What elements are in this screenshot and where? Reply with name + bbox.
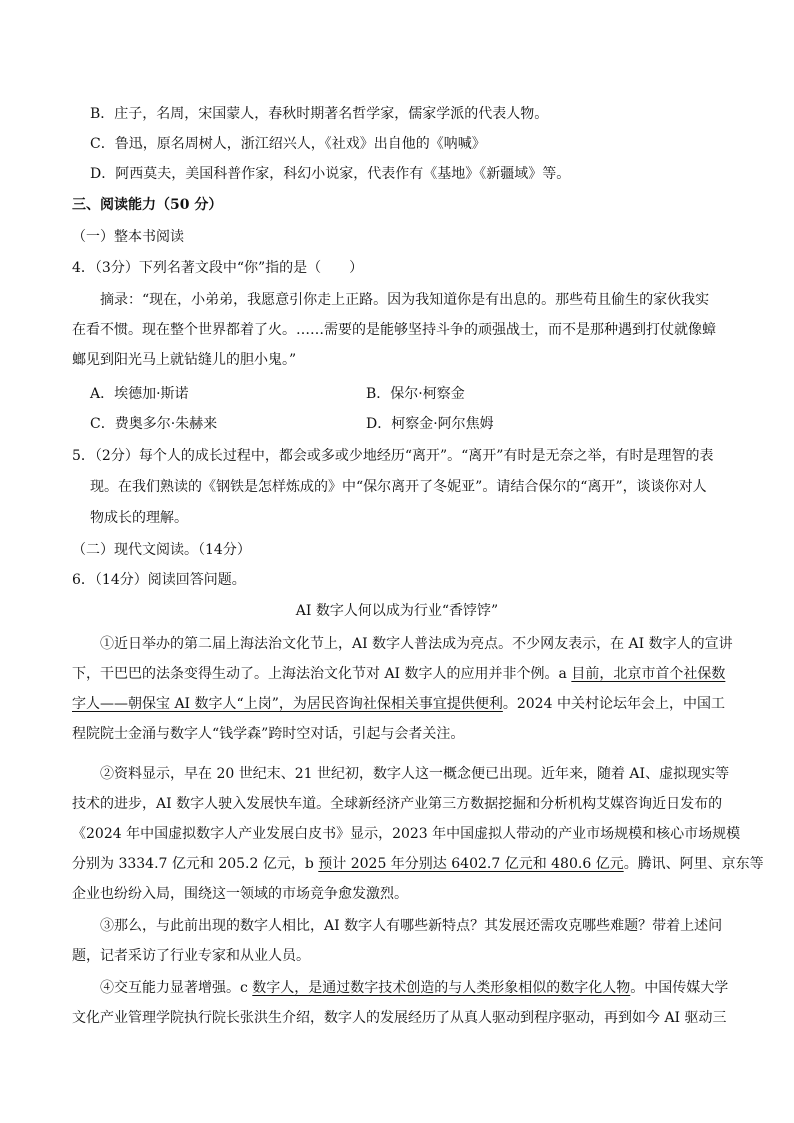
option-d: D．阿西莫夫，美国科普作家，科幻小说家，代表作有《基地》《新疆域》等。	[90, 166, 571, 182]
answer-option-d: D．柯察金·阿尔焦姆	[366, 416, 494, 432]
text: 。2024 中关村论坛年会上，中国工	[502, 696, 725, 712]
paragraph-line: 技术的进步，AI 数字人驶入发展快车道。全球新经济产业第三方数据挖掘和分析机构艾媒咨询近日发布的	[72, 796, 723, 812]
answer-option-b: B．保尔·柯察金	[366, 386, 465, 402]
article-title: AI 数字人何以成为行业“香饽饽”	[295, 603, 499, 619]
paragraph-line: 文化产业管理学院执行院长张洪生介绍，数字人的发展经历了从真人驱动到程序驱动，再到如今 AI 驱动三	[72, 1010, 727, 1026]
answer-row	[90, 384, 690, 404]
question-5-cont: 物成长的理解。	[90, 510, 188, 526]
excerpt-line: 螂见到阳光马上就钻缝儿的胆小鬼。”	[72, 352, 297, 368]
question-5-cont: 现。在我们熟读的《钢铁是怎样炼成的》中“保尔离开了冬妮亚”。请结合保尔的“离开”，谈谈你对人	[90, 479, 707, 495]
paragraph-line: ②资料显示，早在 20 世纪末、21 世纪初，数字人这一概念便已出现。近年来，随着 AI、虚拟现实等	[100, 766, 730, 782]
answer-row	[90, 414, 690, 434]
question-6: 6．（14分）阅读回答问题。	[72, 572, 246, 588]
section-heading: 三、阅读能力（50 分）	[72, 197, 223, 213]
answer-option-a: A．埃德加·斯诺	[90, 386, 189, 402]
text: 下，干巴巴的法条变得生动了。上海法治文化节对 AI 数字人的应用并非个例。a	[72, 666, 572, 682]
paragraph-line: 企业也纷纷入局，围绕这一领域的市场竞争愈发激烈。	[72, 886, 408, 902]
question-5: 5．（2分）每个人的成长过程中，都会或多或少地经历“离开”。“离开”有时是无奈之举，有时是理智的表	[72, 448, 714, 464]
option-c: C．鲁迅，原名周树人，浙江绍兴人，《社戏》出自他的《呐喊》	[90, 136, 486, 152]
text: ④交互能力显著增强。c	[100, 980, 253, 996]
excerpt-line: 摘录：“现在，小弟弟，我愿意引你走上正路。因为我知道你是有出息的。那些苟且偷生的家伙我实	[100, 292, 710, 308]
underlined-sentence-a: 目前，北京市首个社保数	[571, 666, 726, 682]
answer-option-c: C．费奥多尔·朱赫来	[90, 416, 218, 432]
paragraph-line	[72, 664, 725, 684]
underlined-sentence-b: 预计 2025 年分别达 6402.7 亿元和 480.6 亿元	[318, 856, 624, 872]
subsection-heading: （一）整本书阅读	[72, 229, 184, 245]
paragraph-line	[72, 854, 764, 874]
question-4: 4．（3分）下列名著文段中“你”指的是（ ）	[72, 260, 364, 276]
excerpt-line: 在看不惯。现在整个世界都着了火。……需要的是能够坚持斗争的顽强战士，而不是那种遇到打仗就像蟑	[72, 322, 716, 338]
text: 分别为 3334.7 亿元和 205.2 亿元，b	[72, 856, 319, 872]
paragraph-line: ①近日举办的第二届上海法治文化节上，AI 数字人普法成为亮点。不少网友表示，在 AI 数字人的宣讲	[100, 636, 733, 652]
paragraph-line: ③那么，与此前出现的数字人相比，AI 数字人有哪些新特点？其发展还需攻克哪些难题？带着上述问	[100, 918, 723, 934]
underlined-sentence-a: 字人——朝保宝 AI 数字人“上岗”，为居民咨询社保相关事宜提供便利	[72, 696, 503, 712]
paragraph-line: 《2024 年中国虚拟数字人产业发展白皮书》显示，2023 年中国虚拟人带动的产业市场规模和核心市场规模	[72, 826, 741, 842]
option-b: B．庄子，名周，宋国蒙人，春秋时期著名哲学家，儒家学派的代表人物。	[90, 106, 549, 122]
paragraph-line: 程院院士金涌与数字人“钱学森”跨时空对话，引起与会者关注。	[72, 726, 465, 742]
subsection-heading: （二）现代文阅读。（14分）	[72, 542, 251, 558]
text: 。腾讯、阿里、京东等	[623, 856, 764, 872]
paragraph-line	[72, 694, 725, 714]
paragraph-line: 题，记者采访了行业专家和从业人员。	[72, 948, 310, 964]
text: 。中国传媒大学	[630, 980, 729, 996]
paragraph-line	[100, 978, 728, 998]
underlined-sentence-c: 数字人，是通过数字技术创造的与人类形象相似的数字化人物	[252, 980, 631, 996]
